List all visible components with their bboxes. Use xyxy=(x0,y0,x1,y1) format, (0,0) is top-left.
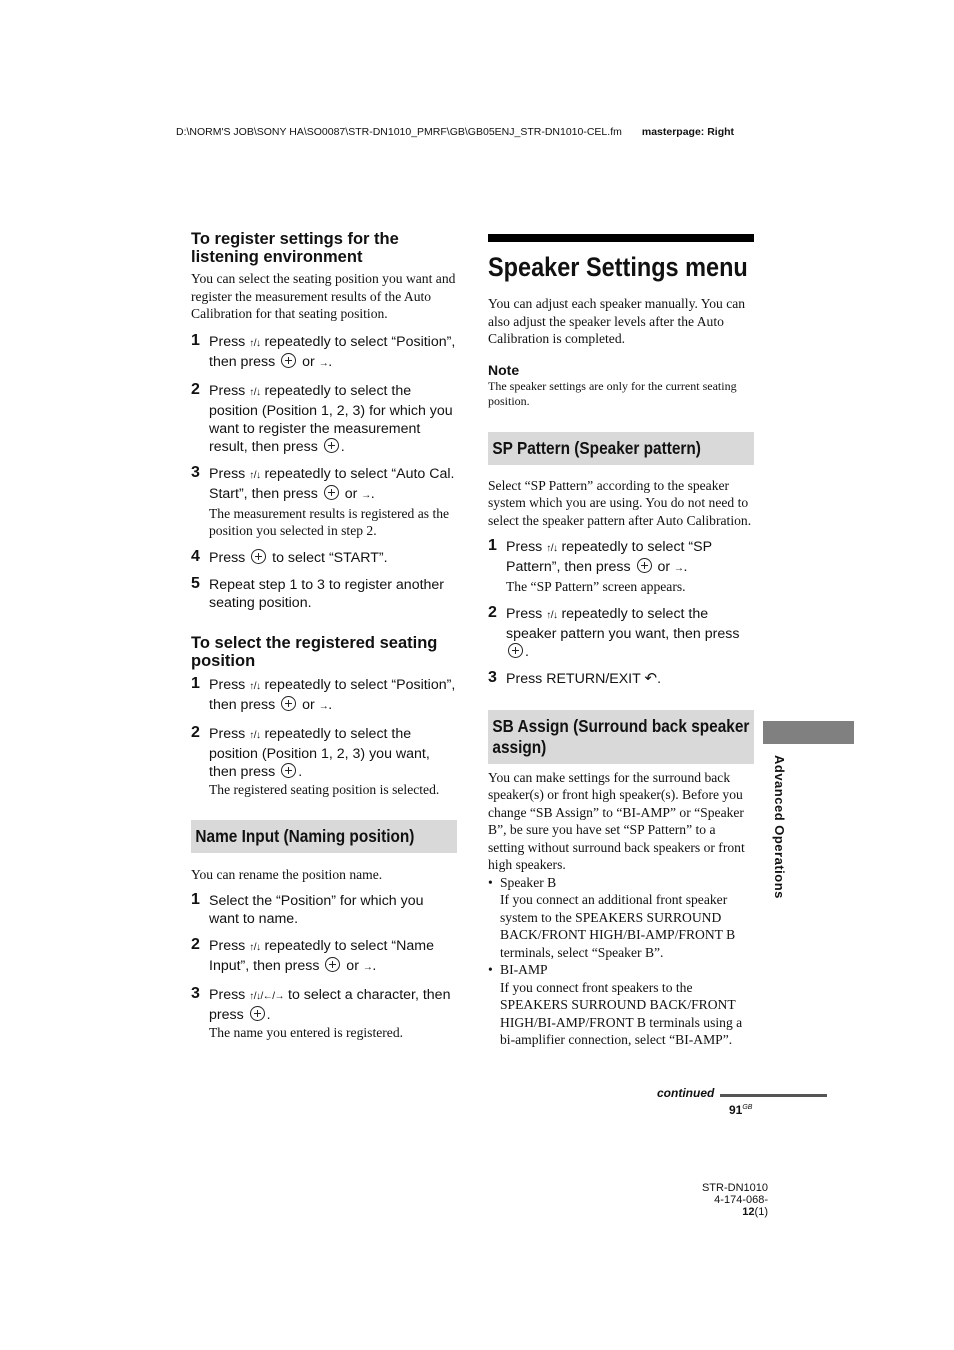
step-text: repeatedly to select “Name Input”, then press xyxy=(209,937,434,974)
step-text: repeatedly to select the speaker pattern you want, then press xyxy=(506,605,740,642)
up-down-arrow-icon: ↑/↓ xyxy=(249,941,261,953)
step-number: 3 xyxy=(191,463,200,481)
up-down-arrow-icon: ↑/↓ xyxy=(249,337,261,349)
up-down-arrow-icon: ↑/↓ xyxy=(546,543,558,554)
section-tab xyxy=(763,721,854,744)
step-text: or xyxy=(298,696,319,713)
step-text: . xyxy=(328,353,333,370)
step-text: . xyxy=(370,485,375,502)
enter-button-icon xyxy=(250,1006,265,1021)
page-title: Speaker Settings menu xyxy=(488,252,748,282)
step-text: to select a character, then press xyxy=(209,986,451,1023)
step-text: Press xyxy=(209,937,250,954)
step-number: 2 xyxy=(488,603,497,621)
option-text: If you connect an additional front speaker system to the SPEAKERS SURROUND BACK/FRONT HIGH/BI-AMP/FRONT B terminals, select “Speaker B”. xyxy=(500,892,736,960)
step-number: 1 xyxy=(191,331,200,349)
step-text: Repeat step 1 to 3 to register another seating position. xyxy=(209,576,445,611)
up-down-arrow-icon: ↑/↓ xyxy=(546,609,558,621)
step-number: 1 xyxy=(191,674,200,692)
section-side-label: Advanced Operations xyxy=(772,755,787,899)
step xyxy=(488,670,754,688)
title-rule xyxy=(488,234,754,242)
register-intro: You can select the seating position you want and register the measurement results of the Auto Calibration for that seating position. xyxy=(191,271,456,321)
step-number: 3 xyxy=(488,668,497,686)
speaker-settings-intro: You can adjust each speaker manually. You can also adjust the speaker levels after the Auto Calibration is completed. xyxy=(488,296,746,346)
step xyxy=(488,605,754,661)
step-text: or xyxy=(342,957,363,974)
model-name: STR-DN1010 xyxy=(701,1182,768,1194)
continued-label: continued xyxy=(657,1086,715,1100)
option-text: If you connect front speakers to the SPEAKERS SURROUND BACK/FRONT HIGH/BI-AMP/FRONT B terminals using a bi-amplifier connection, select “BI-AMP”. xyxy=(500,979,743,1047)
step-result: The name you entered is registered. xyxy=(209,1024,404,1040)
step-result: The registered seating position is selected. xyxy=(209,781,440,797)
name-input-steps xyxy=(191,892,457,1042)
step-number: 2 xyxy=(191,723,200,741)
section-title: SP Pattern (Speaker pattern) xyxy=(488,432,754,465)
step-text: Press xyxy=(209,382,250,399)
right-arrow-icon: → xyxy=(318,357,329,369)
note-text: The speaker settings are only for the current seating position. xyxy=(488,378,737,408)
step-result: The measurement results is registered as the position you selected in step 2. xyxy=(209,505,450,538)
up-down-arrow-icon: ↑/↓ xyxy=(249,680,261,692)
step-number: 5 xyxy=(191,574,200,592)
step-text: . xyxy=(683,559,688,575)
enter-button-icon xyxy=(325,957,340,972)
page-number-value: 91 xyxy=(729,1103,743,1117)
step-text: . xyxy=(328,696,333,713)
register-steps xyxy=(191,333,457,612)
step xyxy=(191,576,457,612)
step-text: repeatedly to select “Auto Cal. Start”, then press xyxy=(209,465,455,502)
model-info xyxy=(700,1182,768,1218)
select-heading: To select the registered seating position xyxy=(191,633,438,670)
step-text: . xyxy=(372,957,377,974)
step-text: Press xyxy=(209,986,250,1003)
part-code-b: 12 xyxy=(742,1206,755,1218)
sb-assign-banner xyxy=(488,710,754,764)
list-item xyxy=(488,874,754,962)
step xyxy=(191,892,457,928)
step-text: or xyxy=(340,485,362,502)
step-text: repeatedly to select the position (Position 1, 2, 3) you want, then press xyxy=(209,725,430,780)
page-number xyxy=(729,1103,752,1117)
step-text: or xyxy=(298,353,319,370)
select-steps xyxy=(191,676,457,799)
step-text: Select the “Position” for which you want to name. xyxy=(209,892,424,927)
step-text: . xyxy=(266,1006,271,1023)
enter-button-icon xyxy=(281,696,296,711)
continued-rule xyxy=(720,1094,827,1097)
step-text: Press xyxy=(506,605,547,622)
step xyxy=(191,465,457,540)
enter-button-icon xyxy=(637,558,652,573)
step-text: . xyxy=(657,670,662,687)
step-text: repeatedly to select the position (Position 1, 2, 3) for which you want to register the measurement result, then press xyxy=(209,382,453,455)
page-suffix: GB xyxy=(742,1104,753,1111)
step-number: 2 xyxy=(191,935,200,953)
section-title: SB Assign (Surround back speaker assign) xyxy=(488,710,754,764)
step-text: or xyxy=(653,559,675,575)
sp-pattern-steps xyxy=(488,538,754,688)
right-arrow-icon: → xyxy=(361,489,371,501)
step-text: to select “START”. xyxy=(268,549,388,566)
register-heading: To register settings for the listening environment xyxy=(191,230,399,266)
step-text: Press xyxy=(209,549,250,566)
step-number: 1 xyxy=(488,537,497,554)
step xyxy=(191,725,457,799)
step-text: Press xyxy=(506,539,547,555)
sb-assign-options xyxy=(488,874,754,1049)
step-text: repeatedly to select “Position”, then press xyxy=(209,676,456,713)
up-down-arrow-icon: ↑/↓ xyxy=(249,729,261,741)
step-text: . xyxy=(340,438,345,455)
step-text: Press RETURN/EXIT xyxy=(506,670,645,687)
up-down-arrow-icon: ↑/↓ xyxy=(249,469,261,481)
list-item xyxy=(488,961,754,1049)
part-code xyxy=(700,1194,768,1218)
enter-button-icon xyxy=(324,485,339,500)
return-icon: ↶ xyxy=(644,669,658,687)
step-text: Press xyxy=(209,725,250,742)
enter-button-icon xyxy=(281,353,296,368)
enter-button-icon xyxy=(508,643,523,658)
step-text: repeatedly to select “SP Pattern”, then press xyxy=(506,539,712,575)
name-input-intro: You can rename the position name. xyxy=(191,867,383,882)
right-arrow-icon: → xyxy=(674,563,684,574)
enter-button-icon xyxy=(324,438,339,453)
step-text: repeatedly to select “Position”, then press xyxy=(209,333,456,370)
step-number: 1 xyxy=(191,890,200,908)
enter-button-icon xyxy=(251,549,266,564)
option-title: • BI-AMP xyxy=(500,962,548,977)
masterpage-label: masterpage: Right xyxy=(641,126,735,138)
enter-button-icon xyxy=(281,763,296,778)
step-text: . xyxy=(525,643,529,660)
option-title: • Speaker B xyxy=(500,874,557,890)
right-arrow-icon: → xyxy=(318,700,329,712)
step-text: Press xyxy=(209,333,250,350)
step-text: . xyxy=(298,763,303,780)
step xyxy=(488,538,754,596)
step xyxy=(191,382,457,456)
sp-pattern-banner xyxy=(488,432,754,465)
part-code-a: 4-174-068- xyxy=(714,1194,768,1206)
file-path-header xyxy=(176,126,734,138)
step xyxy=(191,333,457,373)
left-column xyxy=(191,230,457,1050)
step xyxy=(191,937,457,977)
step-number: 2 xyxy=(191,380,200,398)
sb-assign-intro: You can make settings for the surround back speaker(s) or front high speaker(s). Before you change “SB Assign” to “BI-AMP” or “Speaker B”, be sure you have set “SP Pattern” to a setting without surround back speakers or front high speakers. xyxy=(488,769,745,872)
right-column xyxy=(488,234,754,1049)
part-code-c: (1) xyxy=(754,1206,768,1218)
step-text: Press xyxy=(209,676,250,693)
step-text: Press xyxy=(209,465,250,482)
step-number: 4 xyxy=(191,547,200,565)
right-arrow-icon: → xyxy=(362,961,373,973)
step-number: 3 xyxy=(191,984,200,1002)
file-path: D:\NORM'S JOB\SONY HA\SO0087\STR-DN1010_PMRF\GB\GB05ENJ_STR-DN1010-CEL.fm xyxy=(176,126,622,138)
step xyxy=(191,986,457,1042)
sp-pattern-intro: Select “SP Pattern” according to the speaker system which you are using. You do not need to select the speaker pattern after Auto Calibration. xyxy=(488,477,752,528)
up-down-arrow-icon: ↑/↓ xyxy=(249,386,261,398)
step xyxy=(191,549,457,567)
step-result: The “SP Pattern” screen appears. xyxy=(506,579,686,594)
section-title: Name Input (Naming position) xyxy=(191,820,457,853)
step xyxy=(191,676,457,716)
four-way-arrow-icon: ↑/↓/←/→ xyxy=(249,990,285,1002)
note-label: Note xyxy=(488,361,520,378)
name-input-banner xyxy=(191,820,457,853)
